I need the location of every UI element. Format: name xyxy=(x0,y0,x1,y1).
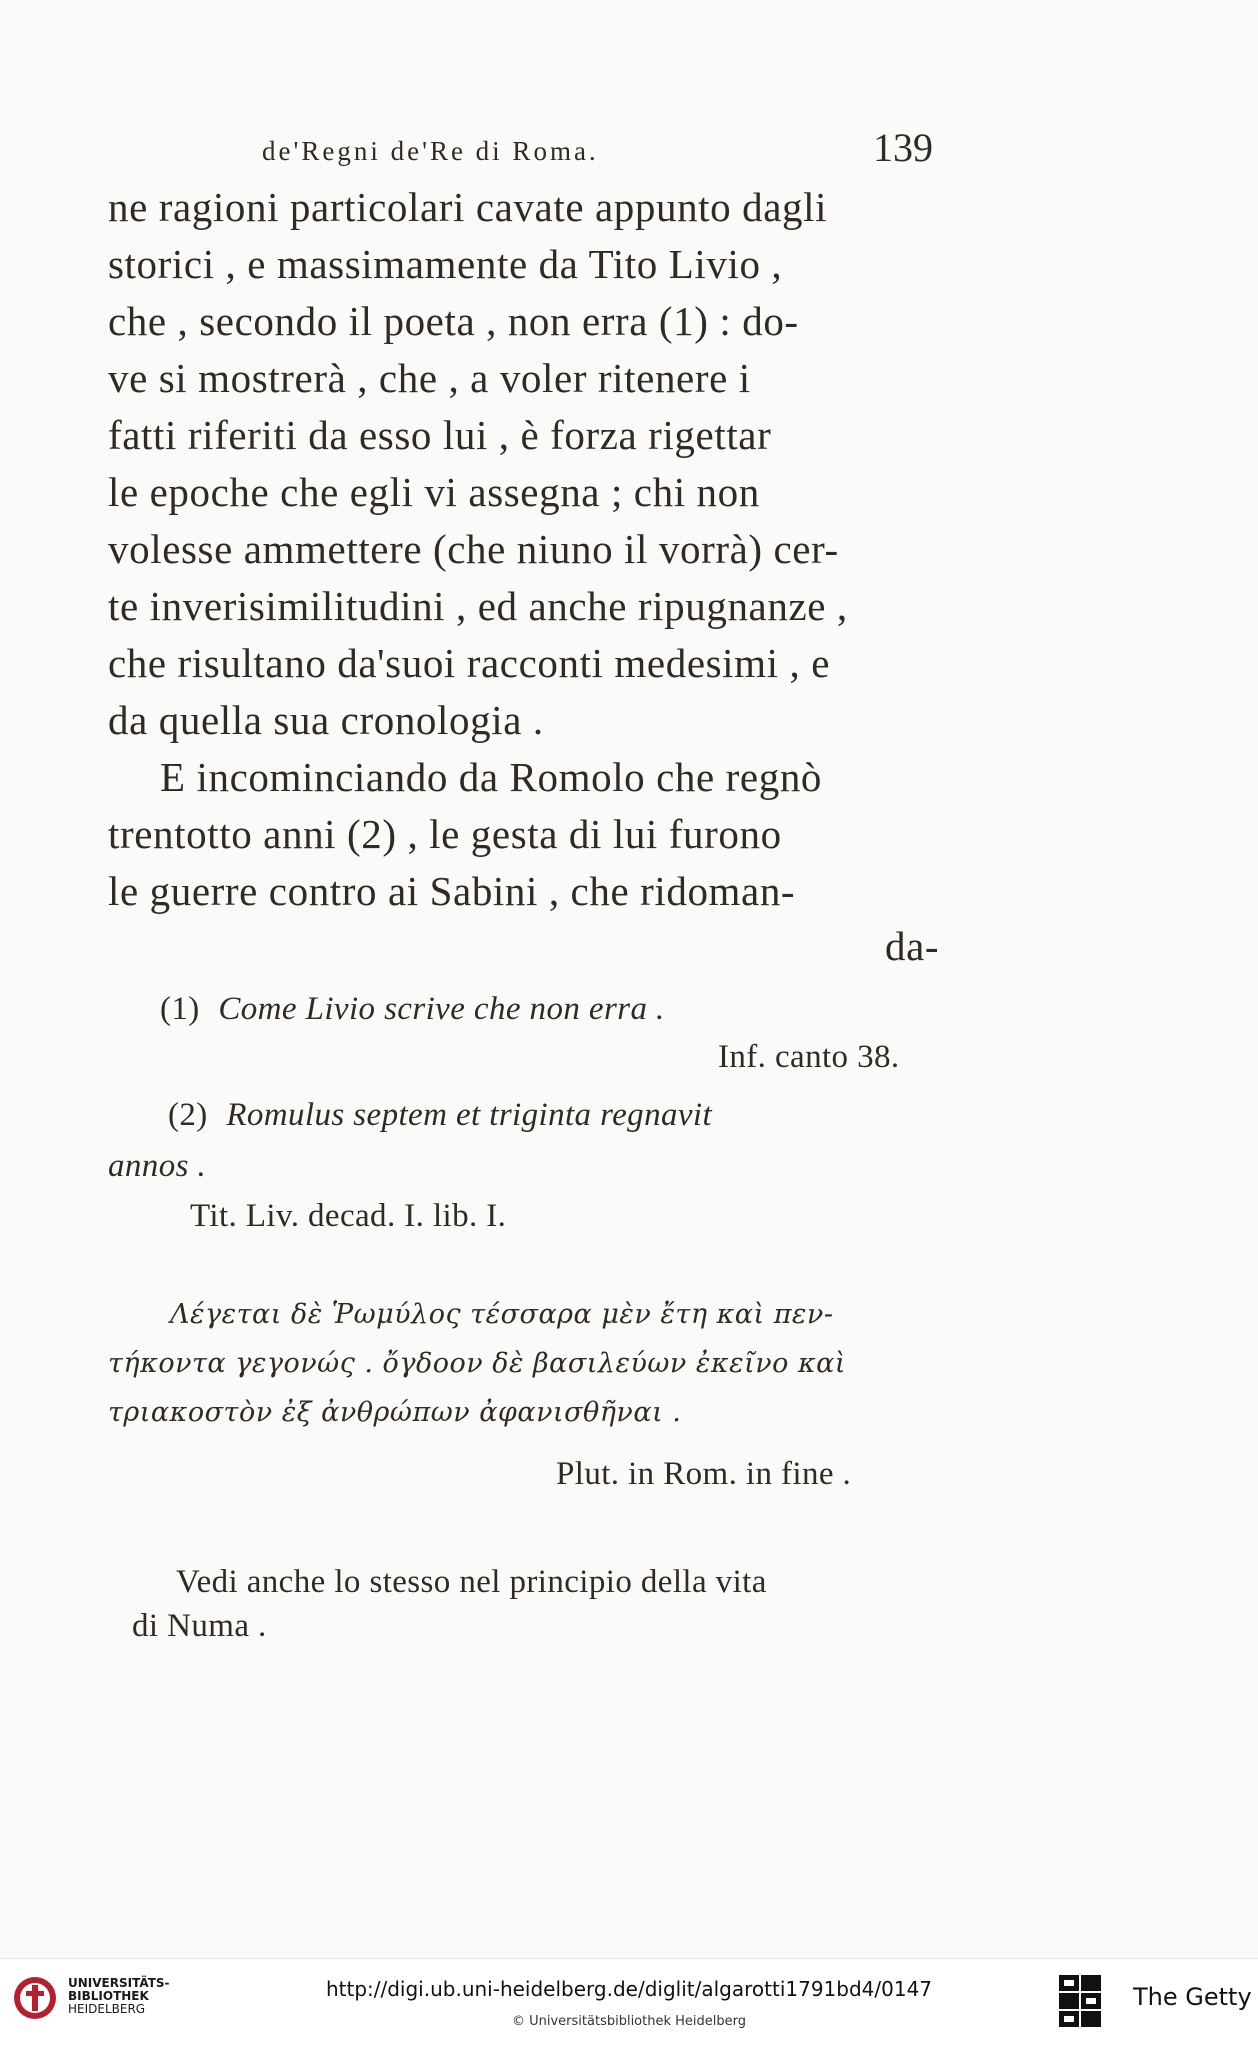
note-2-source: Tit. Liv. decad. I. lib. I. xyxy=(190,1198,507,1234)
note-2-text: Romulus septem et triginta regnavit xyxy=(226,1097,713,1133)
catchword: da- xyxy=(885,923,940,969)
body-line: che risultano da'suoi racconti medesimi , e xyxy=(108,640,830,686)
note-2-marker: (2) xyxy=(168,1097,208,1133)
copyright-notice: © Universitätsbibliothek Heidelberg xyxy=(511,2014,746,2029)
body-line: volesse ammettere (che niuno il vorrà) cer- xyxy=(108,526,839,572)
body-line: che , secondo il poeta , non erra (1) : do- xyxy=(108,298,799,344)
note-2 xyxy=(168,1097,712,1134)
greek-quote-line: τριακοστὸν ἐξ ἀνθρώπων ἀφανισθῆναι . xyxy=(108,1397,682,1428)
body-line: da quella sua cronologia . xyxy=(108,697,544,743)
body-line: E incominciando da Romolo che regnò xyxy=(160,754,823,800)
note-1-text: Come Livio scrive che non erra . xyxy=(218,991,665,1027)
body-line: le guerre contro ai Sabini , che ridoman- xyxy=(108,868,796,914)
vedi-note-line: Vedi anche lo stesso nel principio della vita xyxy=(176,1564,767,1600)
getty-name: The Getty xyxy=(1133,1983,1252,2011)
greek-quote-line: τήκοντα γεγονώς . ὄγδοον δὲ βασιλεύων ἐκεῖνο καὶ xyxy=(108,1348,846,1379)
body-line: ve si mostrerà , che , a voler ritenere i xyxy=(108,355,751,401)
note-1 xyxy=(160,991,665,1028)
body-line: te inverisimilitudini , ed anche ripugnanze , xyxy=(108,583,848,629)
library-name-line: UNIVERSITÄTS- xyxy=(68,1976,170,1990)
body-line: ne ragioni particolari cavate appunto dagli xyxy=(108,184,828,230)
page-number: 139 xyxy=(873,125,933,170)
greek-quote-source: Plut. in Rom. in fine . xyxy=(556,1456,852,1492)
note-1-marker: (1) xyxy=(160,991,200,1027)
permalink-url[interactable]: http://digi.ub.uni-heidelberg.de/diglit/algarotti1791bd4/0147 xyxy=(325,1977,933,2001)
getty-logo-icon xyxy=(1057,1973,1103,2029)
note-1-source: Inf. canto 38. xyxy=(718,1039,900,1075)
viewer-footer xyxy=(0,1958,1258,2048)
greek-quote-line: Λέγεται δὲ Ῥωμύλος τέσσαρα μὲν ἔτη καὶ πεν- xyxy=(170,1299,834,1330)
body-line: storici , e massimamente da Tito Livio , xyxy=(108,241,783,287)
library-name-line: BIBLIOTHEK xyxy=(68,1989,149,2003)
vedi-note-line: di Numa . xyxy=(132,1608,267,1644)
body-line: trentotto anni (2) , le gesta di lui furono xyxy=(108,811,782,857)
library-name-line: HEIDELBERG xyxy=(68,2002,146,2016)
body-line: le epoche che egli vi assegna ; chi non xyxy=(108,469,760,515)
body-line: fatti riferiti da esso lui , è forza rigettar xyxy=(108,412,772,458)
note-2-continuation: annos . xyxy=(108,1148,207,1184)
running-header: de'Regni de'Re di Roma. xyxy=(262,136,599,166)
